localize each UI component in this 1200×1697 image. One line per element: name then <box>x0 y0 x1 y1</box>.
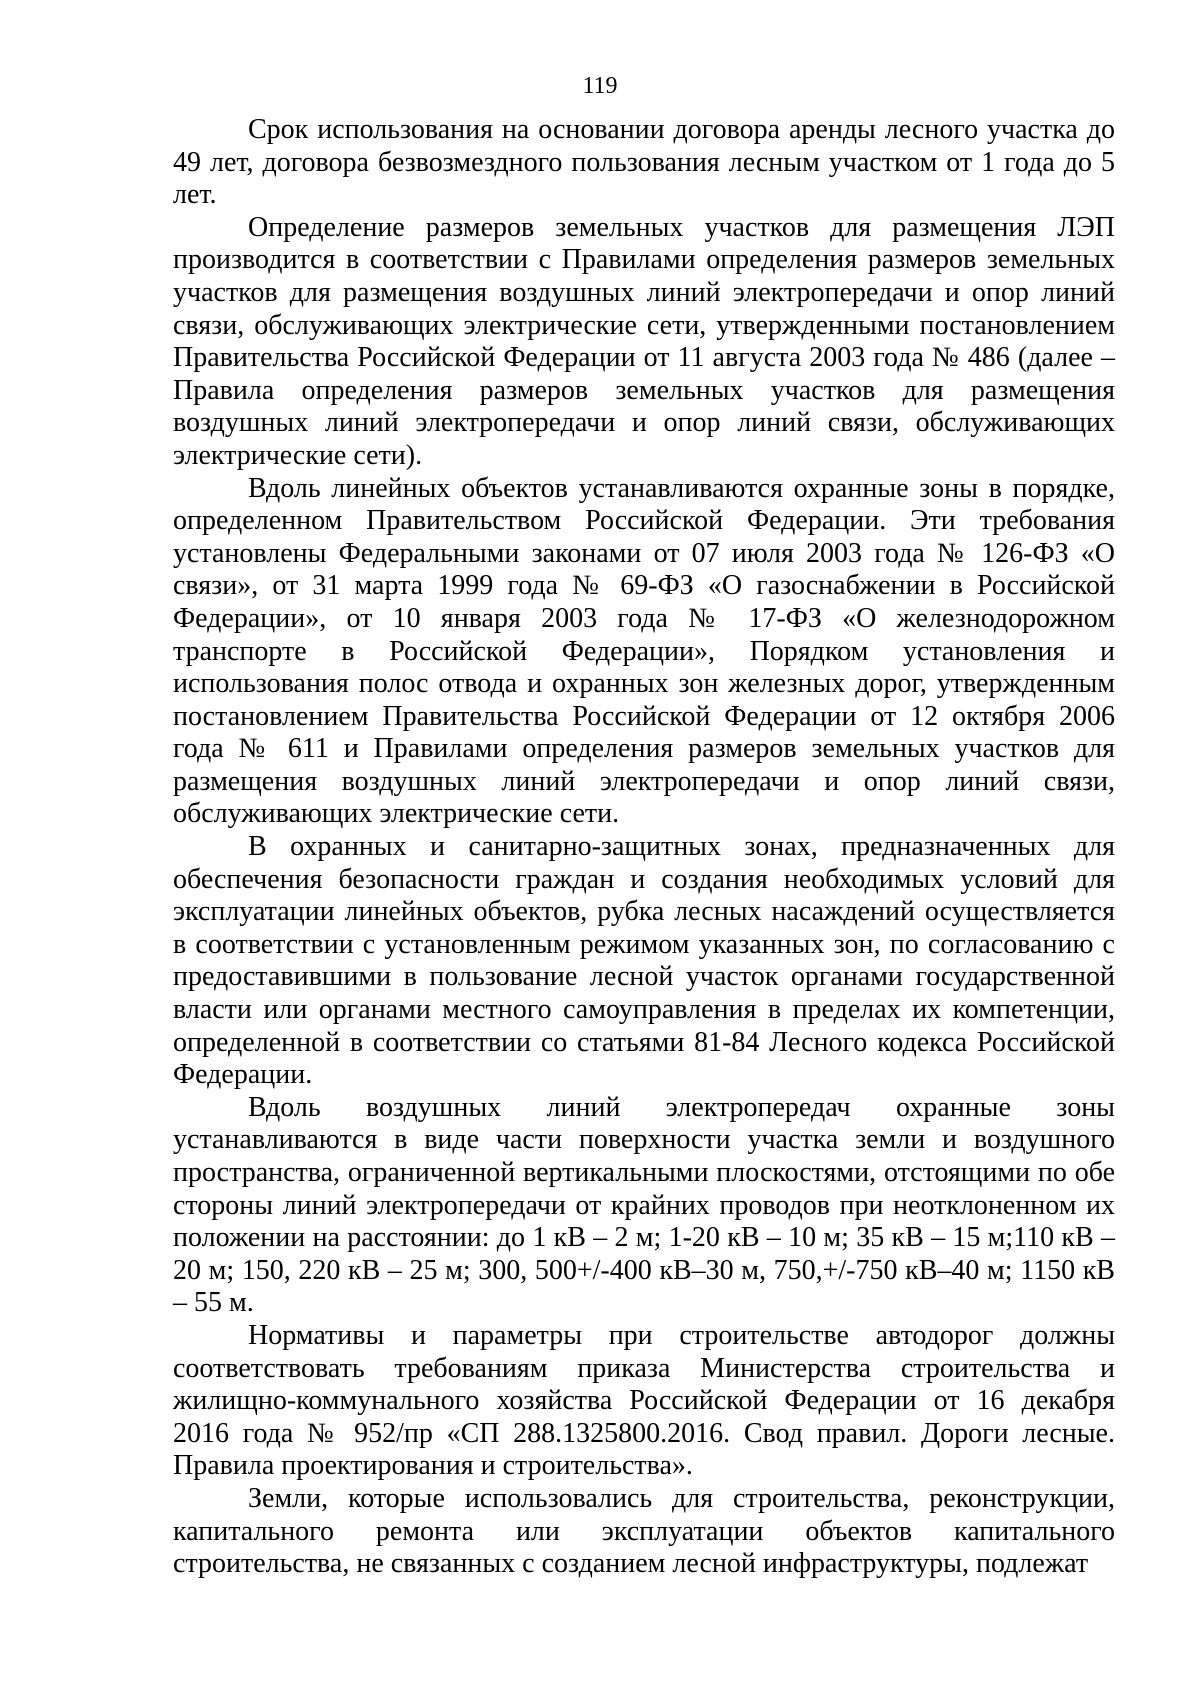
paragraph-power-line-zone-distances: Вдоль воздушных линий электропередач охранные зоны устанавливаются в виде части поверхности участка земли и воздушного пространства, ограниченной вертикальными плоскостями, отстоящими по обе стороны линий электропередачи от крайних проводов при неотклоненном их положении на расстоянии: до 1 кВ – 2 м; 1-20 кВ – 10 м; 35 кВ – 15 м;110 кВ – 20 м; 150, 220 кВ – 25 м; 300, 500+/-400 кВ–30 м, 750,+/-750 кВ–40 м; 1150 кВ – 55 м. <box>173 1091 1115 1319</box>
page-number: 119 <box>582 73 618 99</box>
paragraph-power-line-land-sizes: Определение размеров земельных участков для размещения ЛЭП производится в соответствии с Правилами определения размеров земельных участков для размещения воздушных линий электропередачи и опор линий связи, обслуживающих электрические сети, утвержденными постановлением Правительства Российской Федерации от 11 августа 2003 года № 486 (далее – Правила определения размеров земельных участков для размещения воздушных линий электропередачи и опор линий связи, обслуживающих электрические сети). <box>173 211 1115 471</box>
paragraph-sanitary-zones-felling: В охранных и санитарно-защитных зонах, предназначенных для обеспечения безопасности граждан и создания необходимых условий для эксплуатации линейных объектов, рубка лесных насаждений осуществляется в соответствии с установленным режимом указанных зон, по согласованию с предоставившими в пользование лесной участок органами государственной власти или органами местного самоуправления в пределах их компетенции, определенной в соответствии со статьями 81-84 Лесного кодекса Российской Федерации. <box>173 831 1115 1091</box>
document-body <box>173 114 1115 1581</box>
paragraph-protection-zones-laws: Вдоль линейных объектов устанавливаются охранные зоны в порядке, определенном Правительством Российской Федерации. Эти требования установлены Федеральными законами от 07 июля 2003 года № 126-ФЗ «О связи», от 31 марта 1999 года № 69-ФЗ «О газоснабжении в Российской Федерации», от 10 января 2003 года № 17-ФЗ «О железнодорожном транспорте в Российской Федерации», Порядком установления и использования полос отвода и охранных зон железных дорог, утвержденным постановлением Правительства Российской Федерации от 12 октября 2006 года № 611 и Правилами определения размеров земельных участков для размещения воздушных линий электропередачи и опор линий связи, обслуживающих электрические сети. <box>173 472 1115 830</box>
paragraph-land-recultivation: Земли, которые использовались для строительства, реконструкции, капитального ремонта или эксплуатации объектов капитального строительства, не связанных с созданием лесной инфраструктуры, подлежат <box>173 1482 1115 1580</box>
paragraph-road-construction-standards: Нормативы и параметры при строительстве автодорог должны соответствовать требованиям приказа Министерства строительства и жилищно-коммунального хозяйства Российской Федерации от 16 декабря 2016 года № 952/пр «СП 288.1325800.2016. Свод правил. Дороги лесные. Правила проектирования и строительства». <box>173 1319 1115 1482</box>
paragraph-lease-term: Срок использования на основании договора аренды лесного участка до 49 лет, договора безвозмездного пользования лесным участком от 1 года до 5 лет. <box>173 114 1115 211</box>
